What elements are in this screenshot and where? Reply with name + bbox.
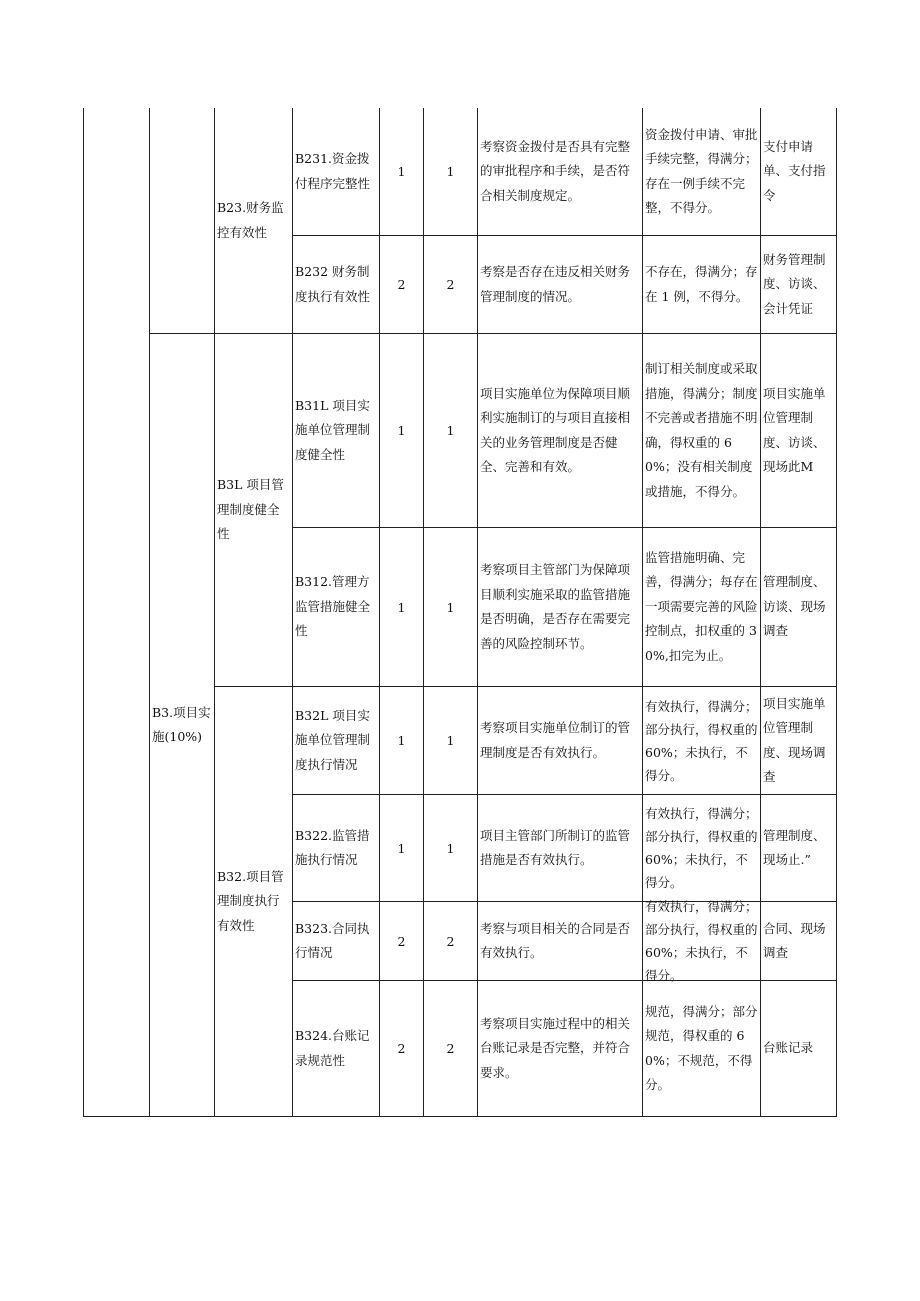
criteria-cell [643,334,760,527]
content-text: 考察项目主管部门为保障项目顺利实施采取的监管措施是否明确，是否存在需要完善的风险控制环节。 [480,562,631,651]
weight-value: 1 [397,164,406,179]
score-value: 2 [446,277,455,292]
group-cell [215,334,292,686]
evidence-text: 项目实施单位管理制度、访谈、现场此M [763,385,826,474]
weight-cell [380,687,423,794]
content-cell [478,108,642,235]
weight-value: 1 [397,733,406,748]
table-row [293,981,379,1116]
content-text: 考察是否存在违反相关财务管理制度的情况。 [480,264,631,304]
indicator-code: B312.管理方监管措施健全性 [295,574,371,639]
content-cell [478,902,642,980]
group-label: B3L 项目管理制度健全性 [217,477,284,542]
indicator-code: B324.台账记录规范性 [295,1028,370,1068]
content-text: 考察项目实施单位制订的管理制度是否有效执行。 [480,720,631,760]
criteria-cell [643,795,760,901]
content-text: 项目主管部门所制订的监管措施是否有效执行。 [480,827,631,867]
criteria-text: 监管措施明确、完善，得满分；每存在一项需要完善的风险控制点，扣权重的 30%,扣完为止。 [645,549,758,663]
indicator-code: B31L 项目实施单位管理制度健全性 [295,397,371,462]
criteria-cell [643,236,760,333]
weight-cell [380,902,423,980]
evidence-text: 管理制度、现场止.” [763,827,826,867]
score-cell [424,981,477,1116]
weight-value: 2 [397,277,406,292]
indicator-code: B323.合同执行情况 [295,920,370,960]
col-divider [836,108,837,1117]
evidence-text: 项目实施单位管理制度、现场调查 [763,695,826,784]
evidence-cell [761,108,836,235]
table-row [293,528,379,686]
category-cell [150,334,214,1116]
criteria-text: 有效执行，得满分；部分执行，得权重的 60%；未执行，不得分。 [645,806,758,890]
criteria-cell [643,687,760,794]
table-row [293,795,379,901]
evidence-cell [761,528,836,686]
table-bottom-border [83,1116,837,1117]
evidence-text: 财务管理制度、访谈、会计凭证 [763,251,826,316]
weight-value: 1 [397,423,406,438]
score-cell [424,795,477,901]
criteria-cell [643,981,760,1116]
weight-value: 1 [397,599,406,615]
score-value: 1 [446,164,455,179]
evidence-cell [761,334,836,527]
score-value: 1 [446,840,455,856]
evidence-text: 支付申请单、支付指令 [763,138,826,203]
weight-cell [380,108,423,235]
evidence-text: 合同、现场调查 [763,920,826,960]
content-text: 项目实施单位为保障项目顺利实施制订的与项目直接相关的业务管理制度是否健全、完善和有效。 [480,385,631,474]
table-row [293,902,379,980]
content-cell [478,236,642,333]
weight-value: 1 [397,840,406,856]
score-value: 1 [446,423,455,438]
evaluation-table [83,108,837,1117]
criteria-text: 有效执行，得满分；部分执行，得权重的 60%；未执行，不得分。 [645,899,758,983]
indicator-code: B232 财务制度执行有效性 [295,264,371,304]
criteria-text: 有效执行，得满分；部分执行，得权重的 60%；未执行，不得分。 [645,698,758,783]
score-cell [424,108,477,235]
content-text: 考察项目实施过程中的相关台账记录是否完整，并符合要求。 [480,1015,631,1080]
indicator-code: B32L 项目实施单位管理制度执行情况 [295,707,371,772]
criteria-cell [643,108,760,235]
weight-value: 2 [397,933,406,949]
criteria-cell [643,528,760,686]
group-label: B32.项目管理制度执行有效性 [217,868,284,933]
score-cell [424,528,477,686]
indicator-code: B322.监管措施执行情况 [295,827,370,867]
content-text: 考察资金拨付是否具有完整的审批程序和手续，是否符合相关制度规定。 [480,138,631,203]
evidence-cell [761,795,836,901]
col-divider [83,108,84,1117]
indicator-code: B231.资金拨付程序完整性 [295,151,371,191]
criteria-text: 不存在，得满分；存在 1 例，不得分。 [645,264,758,304]
score-cell [424,236,477,333]
weight-cell [380,334,423,527]
table-row [293,334,379,527]
weight-cell [380,528,423,686]
evidence-cell [761,687,836,794]
weight-cell [380,236,423,333]
content-cell [478,981,642,1116]
evidence-text: 管理制度、访谈、现场调查 [763,574,826,639]
group-cell [215,687,292,1116]
table-row [293,687,379,794]
score-value: 1 [446,599,455,615]
group-label: B23.财务监控有效性 [217,200,284,240]
table-row [293,108,379,235]
criteria-text: 资金拨付申请、审批手续完整，得满分；存在一例手续不完整，不得分。 [645,126,758,215]
evidence-cell [761,902,836,980]
score-cell [424,687,477,794]
category-label: B3.项目实施(10%) [152,704,211,744]
score-cell [424,334,477,527]
evidence-cell [761,236,836,333]
weight-cell [380,795,423,901]
evidence-cell [761,981,836,1116]
content-cell [478,687,642,794]
criteria-text: 规范，得满分；部分规范，得权重的 60%；不规范，不得分。 [645,1003,758,1092]
weight-cell [380,981,423,1116]
content-cell [478,795,642,901]
score-value: 1 [446,733,455,748]
content-cell [478,528,642,686]
content-cell [478,334,642,527]
weight-value: 2 [397,1041,406,1056]
score-cell [424,902,477,980]
criteria-text: 制订相关制度或采取措施，得满分；制度不完善或者措施不明确，得权重的 60%；没有相关制度或措施，不得分。 [645,361,758,499]
content-text: 考察与项目相关的合同是否有效执行。 [480,920,631,960]
group-cell [215,108,292,333]
score-value: 2 [446,933,455,949]
score-value: 2 [446,1041,455,1056]
evidence-text: 台账记录 [763,1040,814,1056]
criteria-cell [643,899,760,983]
table-row [293,236,379,333]
